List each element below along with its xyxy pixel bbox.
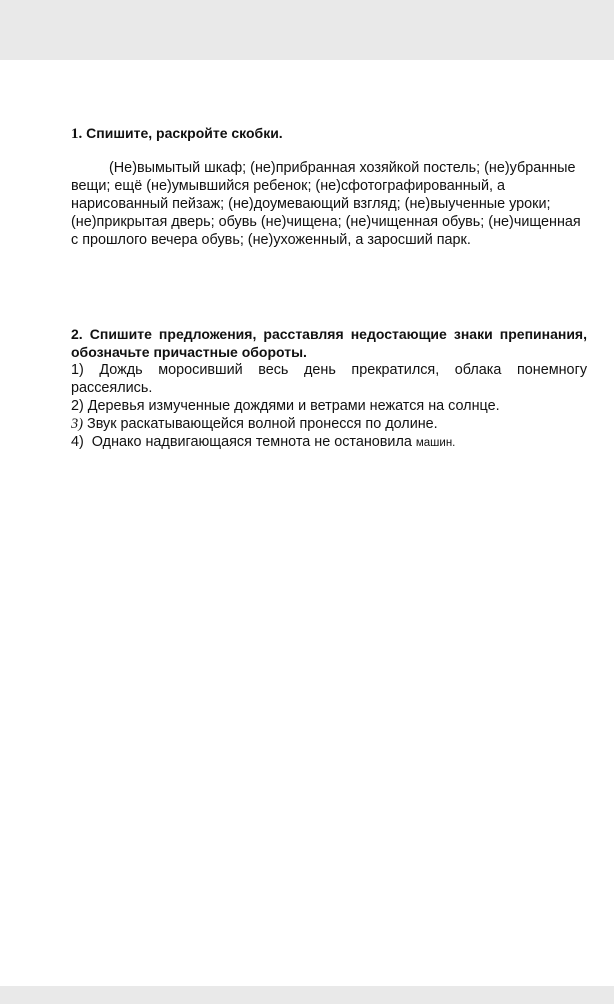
item-text: Дождь моросивший весь день прекратился, облака понемногу рассеялись. bbox=[71, 362, 588, 396]
item-number: 3) bbox=[71, 416, 83, 432]
item-text: Звук раскатывающейся волной пронесся по долине. bbox=[87, 416, 438, 432]
document-page bbox=[0, 60, 614, 986]
task-1 bbox=[71, 124, 587, 249]
item-text: Деревья измученные дождями и ветрами нежатся на солнце. bbox=[87, 398, 500, 414]
item-number: 4) bbox=[71, 434, 84, 450]
task-1-heading bbox=[71, 124, 587, 143]
task-2-item-1 bbox=[71, 361, 587, 397]
item-number: 1) bbox=[71, 362, 84, 378]
task-2 bbox=[71, 325, 587, 452]
task-2-item-3 bbox=[71, 415, 587, 433]
item-text-tail: машин. bbox=[415, 437, 456, 449]
task-1-title: Спишите, раскройте скобки. bbox=[86, 125, 283, 141]
task-1-text: (Не)вымытый шкаф; (не)прибранная хозяйкой постель; (не)убранные вещи; ещё (не)умывшийся ребенок; (не)сфотографированный, а нарисованный пейзаж; (не)доумевающий взгляд; (не)выученные уроки; (не)прикрытая дверь; обувь (не)чищена; (не)чищенная обувь; (не)чищенная с прошлого вечера обувь; (не)ухоженный, а заросший парк. bbox=[71, 160, 581, 248]
item-number: 2) bbox=[71, 398, 84, 414]
task-2-item-4 bbox=[71, 433, 587, 452]
task-1-number: 1. bbox=[71, 126, 83, 142]
task-2-heading: 2. Спишите предложения, расставляя недостающие знаки препинания, обозначьте причастные обороты. bbox=[71, 326, 587, 360]
task-2-item-2 bbox=[71, 397, 587, 415]
item-text: Однако надвигающаяся темнота не остановила bbox=[91, 434, 412, 450]
